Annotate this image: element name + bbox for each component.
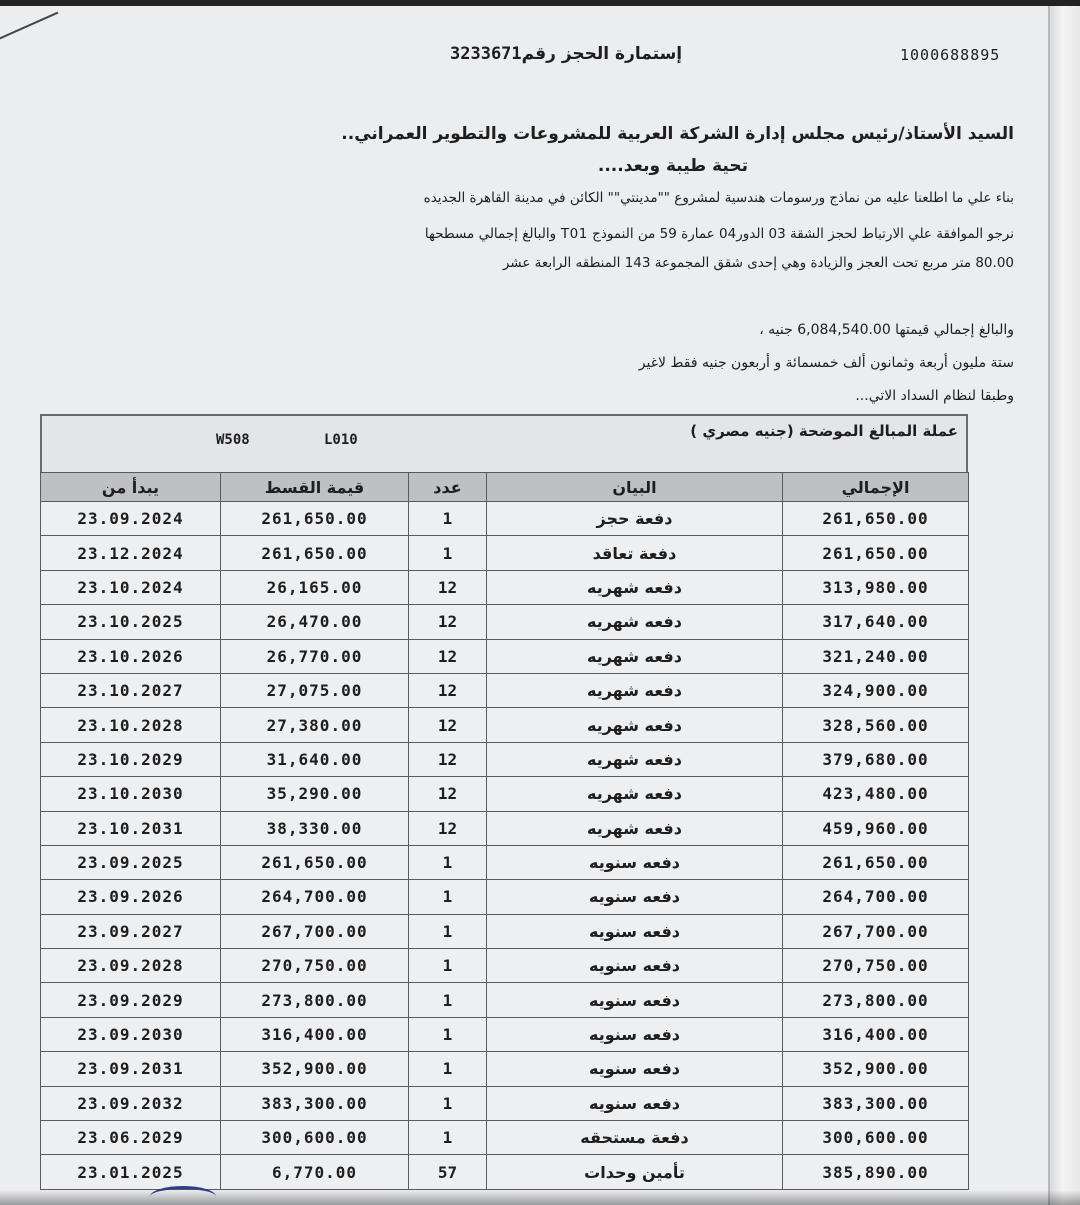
row-total: 379,680.00 xyxy=(783,742,969,776)
row-total: 317,640.00 xyxy=(783,605,969,639)
table-row xyxy=(41,845,969,879)
row-start-date: 23.10.2031 xyxy=(41,811,221,845)
table-row xyxy=(41,536,969,570)
table-body xyxy=(41,502,969,1190)
row-count: 12 xyxy=(409,570,487,604)
row-description: دفعه شهريه xyxy=(487,742,783,776)
table-row xyxy=(41,811,969,845)
row-count: 12 xyxy=(409,777,487,811)
row-start-date: 23.10.2024 xyxy=(41,570,221,604)
table-caption-box xyxy=(40,414,968,472)
row-count: 12 xyxy=(409,639,487,673)
row-description: دفعه سنويه xyxy=(487,845,783,879)
row-installment: 26,165.00 xyxy=(221,570,409,604)
row-installment: 27,075.00 xyxy=(221,673,409,707)
row-installment: 35,290.00 xyxy=(221,777,409,811)
row-total: 316,400.00 xyxy=(783,1017,969,1051)
row-installment: 261,650.00 xyxy=(221,536,409,570)
row-description: دفعه سنويه xyxy=(487,880,783,914)
payment-schedule-table xyxy=(40,472,969,1190)
row-count: 12 xyxy=(409,673,487,707)
row-total: 261,650.00 xyxy=(783,845,969,879)
column-header-installment: قيمة القسط xyxy=(221,473,409,502)
table-row xyxy=(41,1086,969,1120)
row-count: 1 xyxy=(409,845,487,879)
row-installment: 27,380.00 xyxy=(221,708,409,742)
row-start-date: 23.10.2028 xyxy=(41,708,221,742)
row-start-date: 23.09.2030 xyxy=(41,1017,221,1051)
table-row xyxy=(41,1017,969,1051)
greeting-line: تحية طيبة وبعد.... xyxy=(597,156,748,176)
row-total: 324,900.00 xyxy=(783,673,969,707)
row-total: 273,800.00 xyxy=(783,983,969,1017)
row-start-date: 23.10.2026 xyxy=(41,639,221,673)
row-description: دفعه شهريه xyxy=(487,708,783,742)
row-total: 459,960.00 xyxy=(783,811,969,845)
form-title-label: إستمارة الحجز رقم xyxy=(521,44,683,64)
total-amount-line: والبالغ إجمالي قيمتها 6,084,540.00 جنيه ، xyxy=(759,322,1014,338)
row-description: دفعه سنويه xyxy=(487,1017,783,1051)
table-row xyxy=(41,983,969,1017)
row-count: 1 xyxy=(409,880,487,914)
table-row xyxy=(41,639,969,673)
row-description: دفعه شهريه xyxy=(487,673,783,707)
row-total: 352,900.00 xyxy=(783,1052,969,1086)
row-start-date: 23.10.2030 xyxy=(41,777,221,811)
row-count: 57 xyxy=(409,1155,487,1189)
table-row xyxy=(41,742,969,776)
row-total: 383,300.00 xyxy=(783,1086,969,1120)
row-start-date: 23.10.2025 xyxy=(41,605,221,639)
row-start-date: 23.09.2029 xyxy=(41,983,221,1017)
row-installment: 267,700.00 xyxy=(221,914,409,948)
row-total: 267,700.00 xyxy=(783,914,969,948)
table-header-row xyxy=(41,473,969,502)
row-count: 1 xyxy=(409,1017,487,1051)
row-total: 261,650.00 xyxy=(783,536,969,570)
table-row xyxy=(41,914,969,948)
table-row xyxy=(41,949,969,983)
paper-edge xyxy=(1048,0,1080,1205)
row-total: 321,240.00 xyxy=(783,639,969,673)
table-row xyxy=(41,708,969,742)
table-row xyxy=(41,673,969,707)
table-code-2: L010 xyxy=(324,432,358,448)
row-total: 385,890.00 xyxy=(783,1155,969,1189)
row-count: 1 xyxy=(409,502,487,536)
row-total: 313,980.00 xyxy=(783,570,969,604)
row-start-date: 23.09.2025 xyxy=(41,845,221,879)
row-count: 12 xyxy=(409,605,487,639)
table-row xyxy=(41,880,969,914)
row-description: دفعة حجز xyxy=(487,502,783,536)
form-title xyxy=(450,44,682,64)
table-row xyxy=(41,1155,969,1189)
row-count: 1 xyxy=(409,1121,487,1155)
addressee-line: السيد الأستاذ/رئيس مجلس إدارة الشركة العربية للمشروعات والتطوير العمراني.. xyxy=(341,124,1014,144)
row-description: دفعه شهريه xyxy=(487,605,783,639)
row-start-date: 23.09.2028 xyxy=(41,949,221,983)
row-count: 1 xyxy=(409,536,487,570)
row-start-date: 23.10.2029 xyxy=(41,742,221,776)
letter-paragraph-3: 80.00 متر مربع تحت العجز والزيادة وهي إحدى شقق المجموعة 143 المنطقه الرابعة عشر xyxy=(502,255,1014,271)
amount-in-words: ستة مليون أربعة وثمانون ألف خمسمائة و أربعون جنيه فقط لاغير xyxy=(638,355,1014,371)
row-total: 261,650.00 xyxy=(783,502,969,536)
row-installment: 273,800.00 xyxy=(221,983,409,1017)
row-description: دفعه شهريه xyxy=(487,570,783,604)
document-header xyxy=(0,44,1048,72)
letter-paragraph-2: نرجو الموافقة علي الارتباط لحجز الشقة 03 الدور04 عمارة 59 من النموذج T01 والبالغ إجمالي مسطحها xyxy=(424,226,1014,242)
row-count: 12 xyxy=(409,742,487,776)
table-row xyxy=(41,502,969,536)
row-installment: 31,640.00 xyxy=(221,742,409,776)
row-installment: 316,400.00 xyxy=(221,1017,409,1051)
row-description: دفعه سنويه xyxy=(487,949,783,983)
row-start-date: 23.09.2026 xyxy=(41,880,221,914)
row-description: دفعه شهريه xyxy=(487,811,783,845)
row-total: 264,700.00 xyxy=(783,880,969,914)
bottom-shadow xyxy=(0,1190,1080,1205)
row-description: دفعه سنويه xyxy=(487,1052,783,1086)
row-installment: 6,770.00 xyxy=(221,1155,409,1189)
table-row xyxy=(41,1052,969,1086)
table-row xyxy=(41,570,969,604)
row-installment: 26,770.00 xyxy=(221,639,409,673)
payment-terms-intro: وطبقا لنظام السداد الاتي... xyxy=(855,388,1014,404)
row-installment: 26,470.00 xyxy=(221,605,409,639)
row-description: دفعة مستحقه xyxy=(487,1121,783,1155)
row-count: 1 xyxy=(409,914,487,948)
row-installment: 352,900.00 xyxy=(221,1052,409,1086)
column-header-total: الإجمالي xyxy=(783,473,969,502)
row-installment: 261,650.00 xyxy=(221,845,409,879)
document-number: 1000688895 xyxy=(900,46,1001,64)
column-header-start-date: يبدأ من xyxy=(41,473,221,502)
row-description: دفعة تعاقد xyxy=(487,536,783,570)
row-description: دفعه شهريه xyxy=(487,639,783,673)
row-count: 1 xyxy=(409,1086,487,1120)
currency-caption: عملة المبالغ الموضحة (جنيه مصري ) xyxy=(690,422,958,440)
form-number: 3233671 xyxy=(450,44,522,64)
row-count: 12 xyxy=(409,708,487,742)
row-start-date: 23.09.2024 xyxy=(41,502,221,536)
row-installment: 261,650.00 xyxy=(221,502,409,536)
row-start-date: 23.09.2032 xyxy=(41,1086,221,1120)
table-row xyxy=(41,1121,969,1155)
row-count: 1 xyxy=(409,949,487,983)
row-installment: 300,600.00 xyxy=(221,1121,409,1155)
table-row xyxy=(41,605,969,639)
row-description: دفعه سنويه xyxy=(487,914,783,948)
row-installment: 38,330.00 xyxy=(221,811,409,845)
row-start-date: 23.09.2031 xyxy=(41,1052,221,1086)
row-description: دفعه شهريه xyxy=(487,777,783,811)
row-description: دفعه سنويه xyxy=(487,1086,783,1120)
top-border xyxy=(0,0,1080,6)
row-installment: 383,300.00 xyxy=(221,1086,409,1120)
row-description: دفعه سنويه xyxy=(487,983,783,1017)
row-total: 423,480.00 xyxy=(783,777,969,811)
row-count: 12 xyxy=(409,811,487,845)
column-header-description: البيان xyxy=(487,473,783,502)
row-start-date: 23.09.2027 xyxy=(41,914,221,948)
row-start-date: 23.12.2024 xyxy=(41,536,221,570)
payment-schedule xyxy=(40,414,968,1190)
row-description: تأمين وحدات xyxy=(487,1155,783,1189)
row-total: 328,560.00 xyxy=(783,708,969,742)
row-installment: 270,750.00 xyxy=(221,949,409,983)
table-row xyxy=(41,777,969,811)
pen-stroke-mark xyxy=(0,12,58,42)
row-total: 300,600.00 xyxy=(783,1121,969,1155)
row-start-date: 23.10.2027 xyxy=(41,673,221,707)
row-count: 1 xyxy=(409,983,487,1017)
row-total: 270,750.00 xyxy=(783,949,969,983)
column-header-count: عدد xyxy=(409,473,487,502)
table-code-1: W508 xyxy=(216,432,250,448)
row-start-date: 23.01.2025 xyxy=(41,1155,221,1189)
row-count: 1 xyxy=(409,1052,487,1086)
row-start-date: 23.06.2029 xyxy=(41,1121,221,1155)
letter-paragraph-1: بناء علي ما اطلعنا عليه من نماذج ورسومات هندسية لمشروع ""مدينتي"" الكائن في مدينة القاهرة الجديده xyxy=(423,190,1014,206)
row-installment: 264,700.00 xyxy=(221,880,409,914)
